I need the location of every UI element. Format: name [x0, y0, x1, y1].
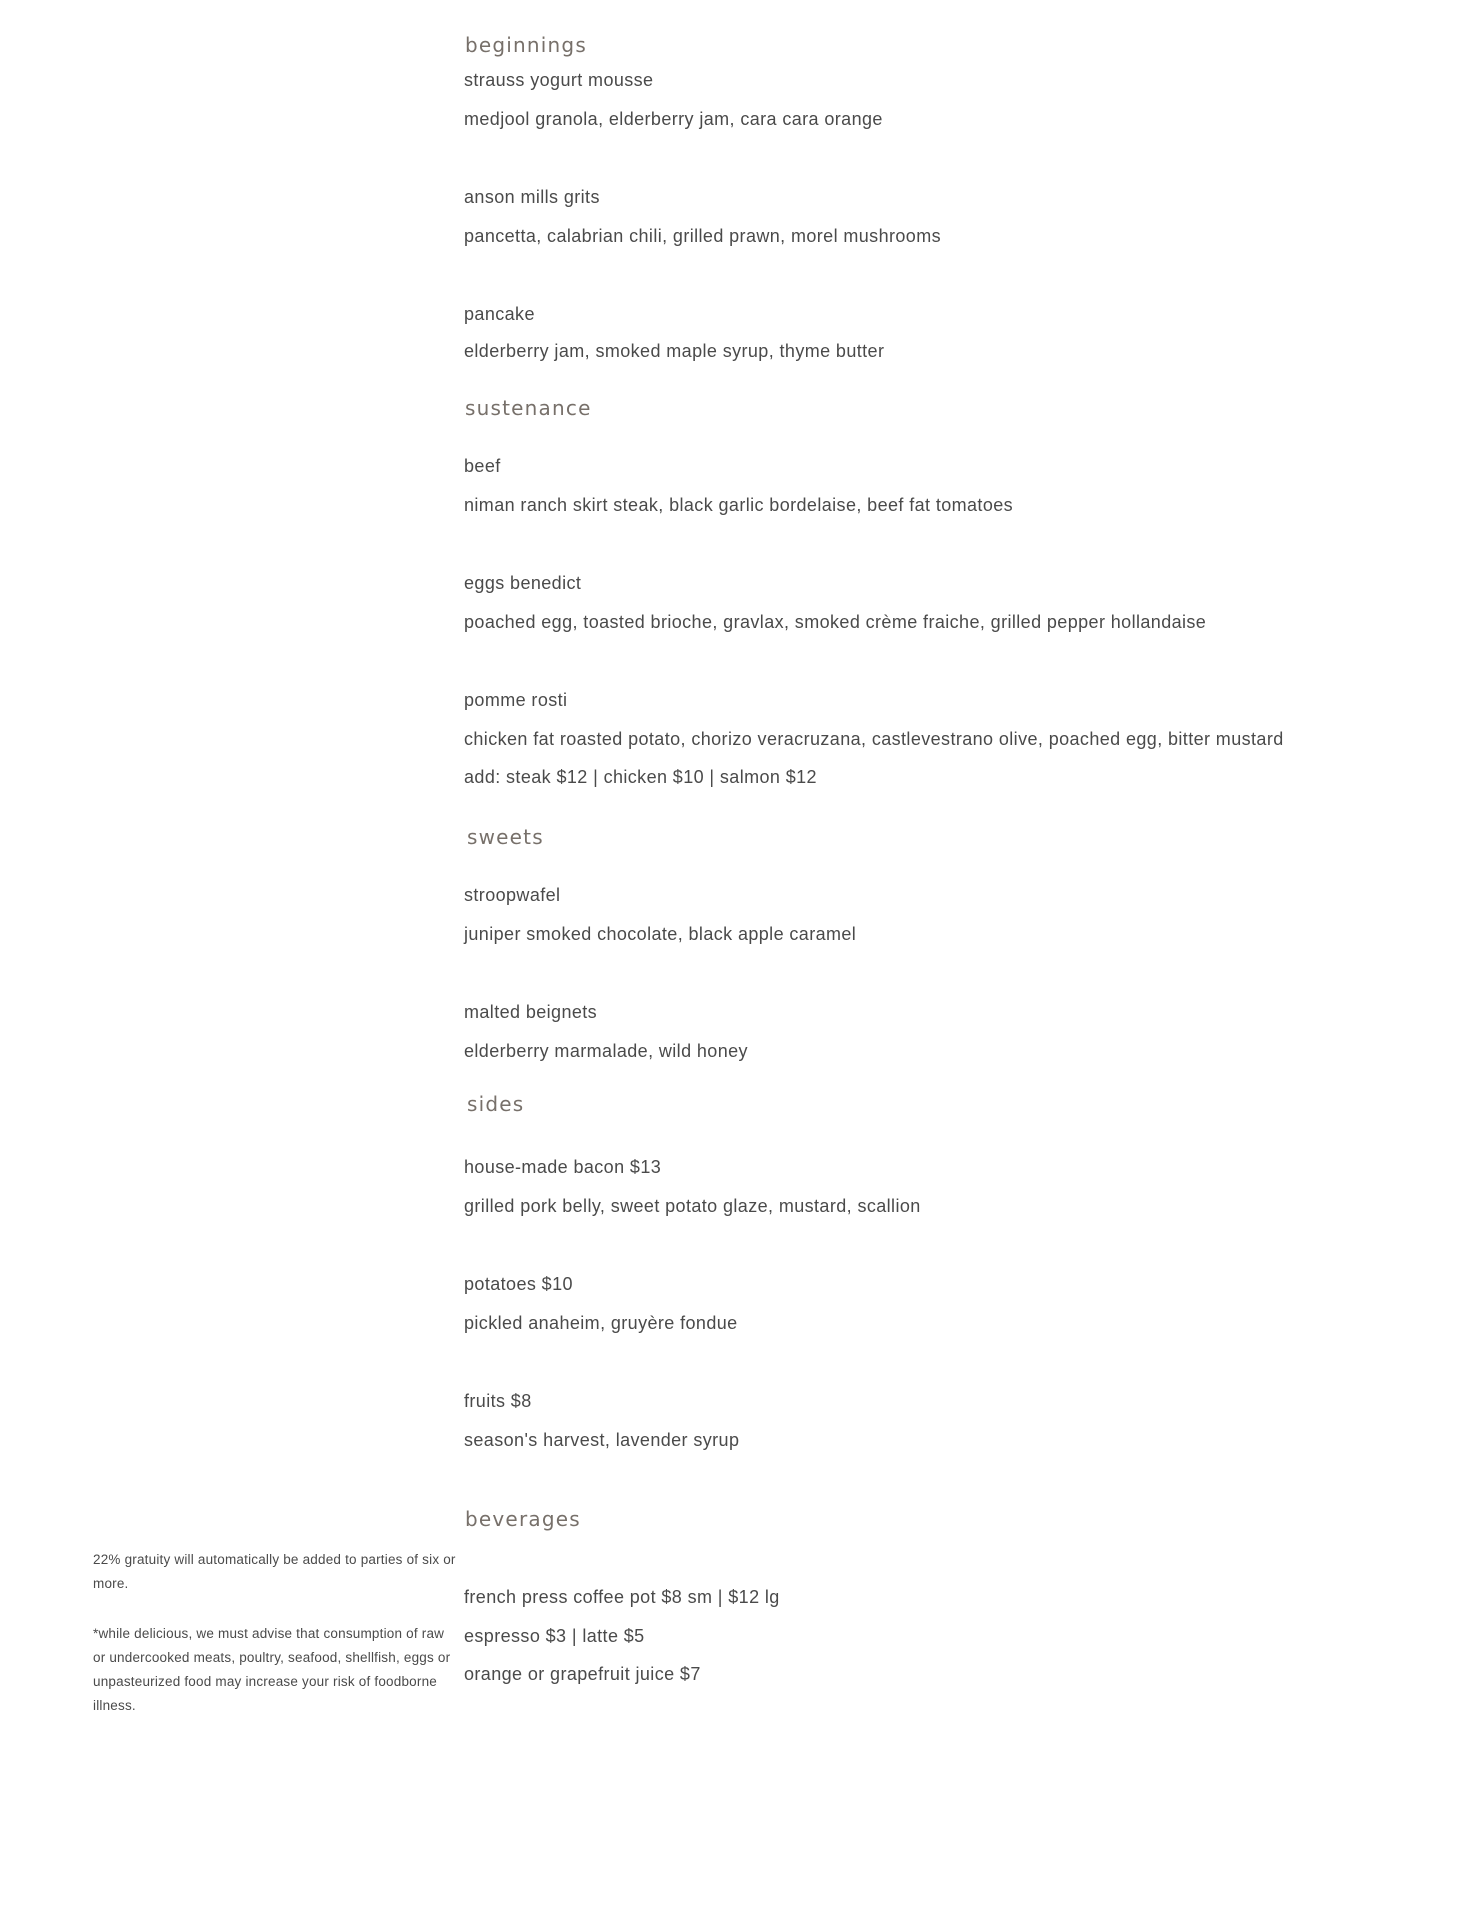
menu-item-name: fruits $8	[464, 1391, 532, 1411]
menu-item-description: poached egg, toasted brioche, gravlax, smoked crème fraiche, grilled pepper hollandaise	[464, 612, 1207, 632]
menu-item-name: house-made bacon $13	[464, 1157, 662, 1177]
menu-item-description: chicken fat roasted potato, chorizo veracruzana, castlevestrano olive, poached egg, bitter mustard	[464, 729, 1284, 749]
menu-item-description: juniper smoked chocolate, black apple caramel	[464, 924, 857, 944]
section-heading-sweets: sweets	[467, 825, 544, 849]
menu-item-description: elderberry marmalade, wild honey	[464, 1041, 748, 1061]
menu-item-name: potatoes $10	[464, 1274, 573, 1294]
menu-item-name: pancake	[464, 304, 535, 324]
menu-item-description: season's harvest, lavender syrup	[464, 1430, 740, 1450]
section-heading-beginnings: beginnings	[465, 33, 587, 57]
menu-item-name: eggs benedict	[464, 573, 582, 593]
section-heading-sides: sides	[467, 1092, 525, 1116]
menu-item-description: medjool granola, elderberry jam, cara cara orange	[464, 109, 883, 129]
beverage-item: french press coffee pot $8 sm | $12 lg	[464, 1587, 780, 1607]
menu-item-description: grilled pork belly, sweet potato glaze, mustard, scallion	[464, 1196, 921, 1216]
menu-item-name: strauss yogurt mousse	[464, 70, 654, 90]
menu-item-name: stroopwafel	[464, 885, 561, 905]
menu-item-name: malted beignets	[464, 1002, 598, 1022]
beverage-item: orange or grapefruit juice $7	[464, 1664, 701, 1684]
menu-item-description: pickled anaheim, gruyère fondue	[464, 1313, 738, 1333]
menu-item-description: pancetta, calabrian chili, grilled prawn, morel mushrooms	[464, 226, 942, 246]
section-heading-beverages: beverages	[465, 1507, 581, 1531]
menu-item-name: pomme rosti	[464, 690, 568, 710]
menu-item-name: beef	[464, 456, 501, 476]
beverage-item: espresso $3 | latte $5	[464, 1626, 645, 1646]
gratuity-note: 22% gratuity will automatically be added to parties of six or more.	[93, 1552, 456, 1591]
menu-addons: add: steak $12 | chicken $10 | salmon $12	[464, 767, 817, 787]
food-safety-advisory: *while delicious, we must advise that consumption of raw or undercooked meats, poultry, seafood, shellfish, eggs or unpasteurized food may increase your risk of foodborne illness.	[93, 1626, 451, 1713]
menu-item-name: anson mills grits	[464, 187, 600, 207]
menu-item-description: elderberry jam, smoked maple syrup, thyme butter	[464, 341, 885, 361]
menu-item-description: niman ranch skirt steak, black garlic bordelaise, beef fat tomatoes	[464, 495, 1014, 515]
section-heading-sustenance: sustenance	[465, 396, 592, 420]
